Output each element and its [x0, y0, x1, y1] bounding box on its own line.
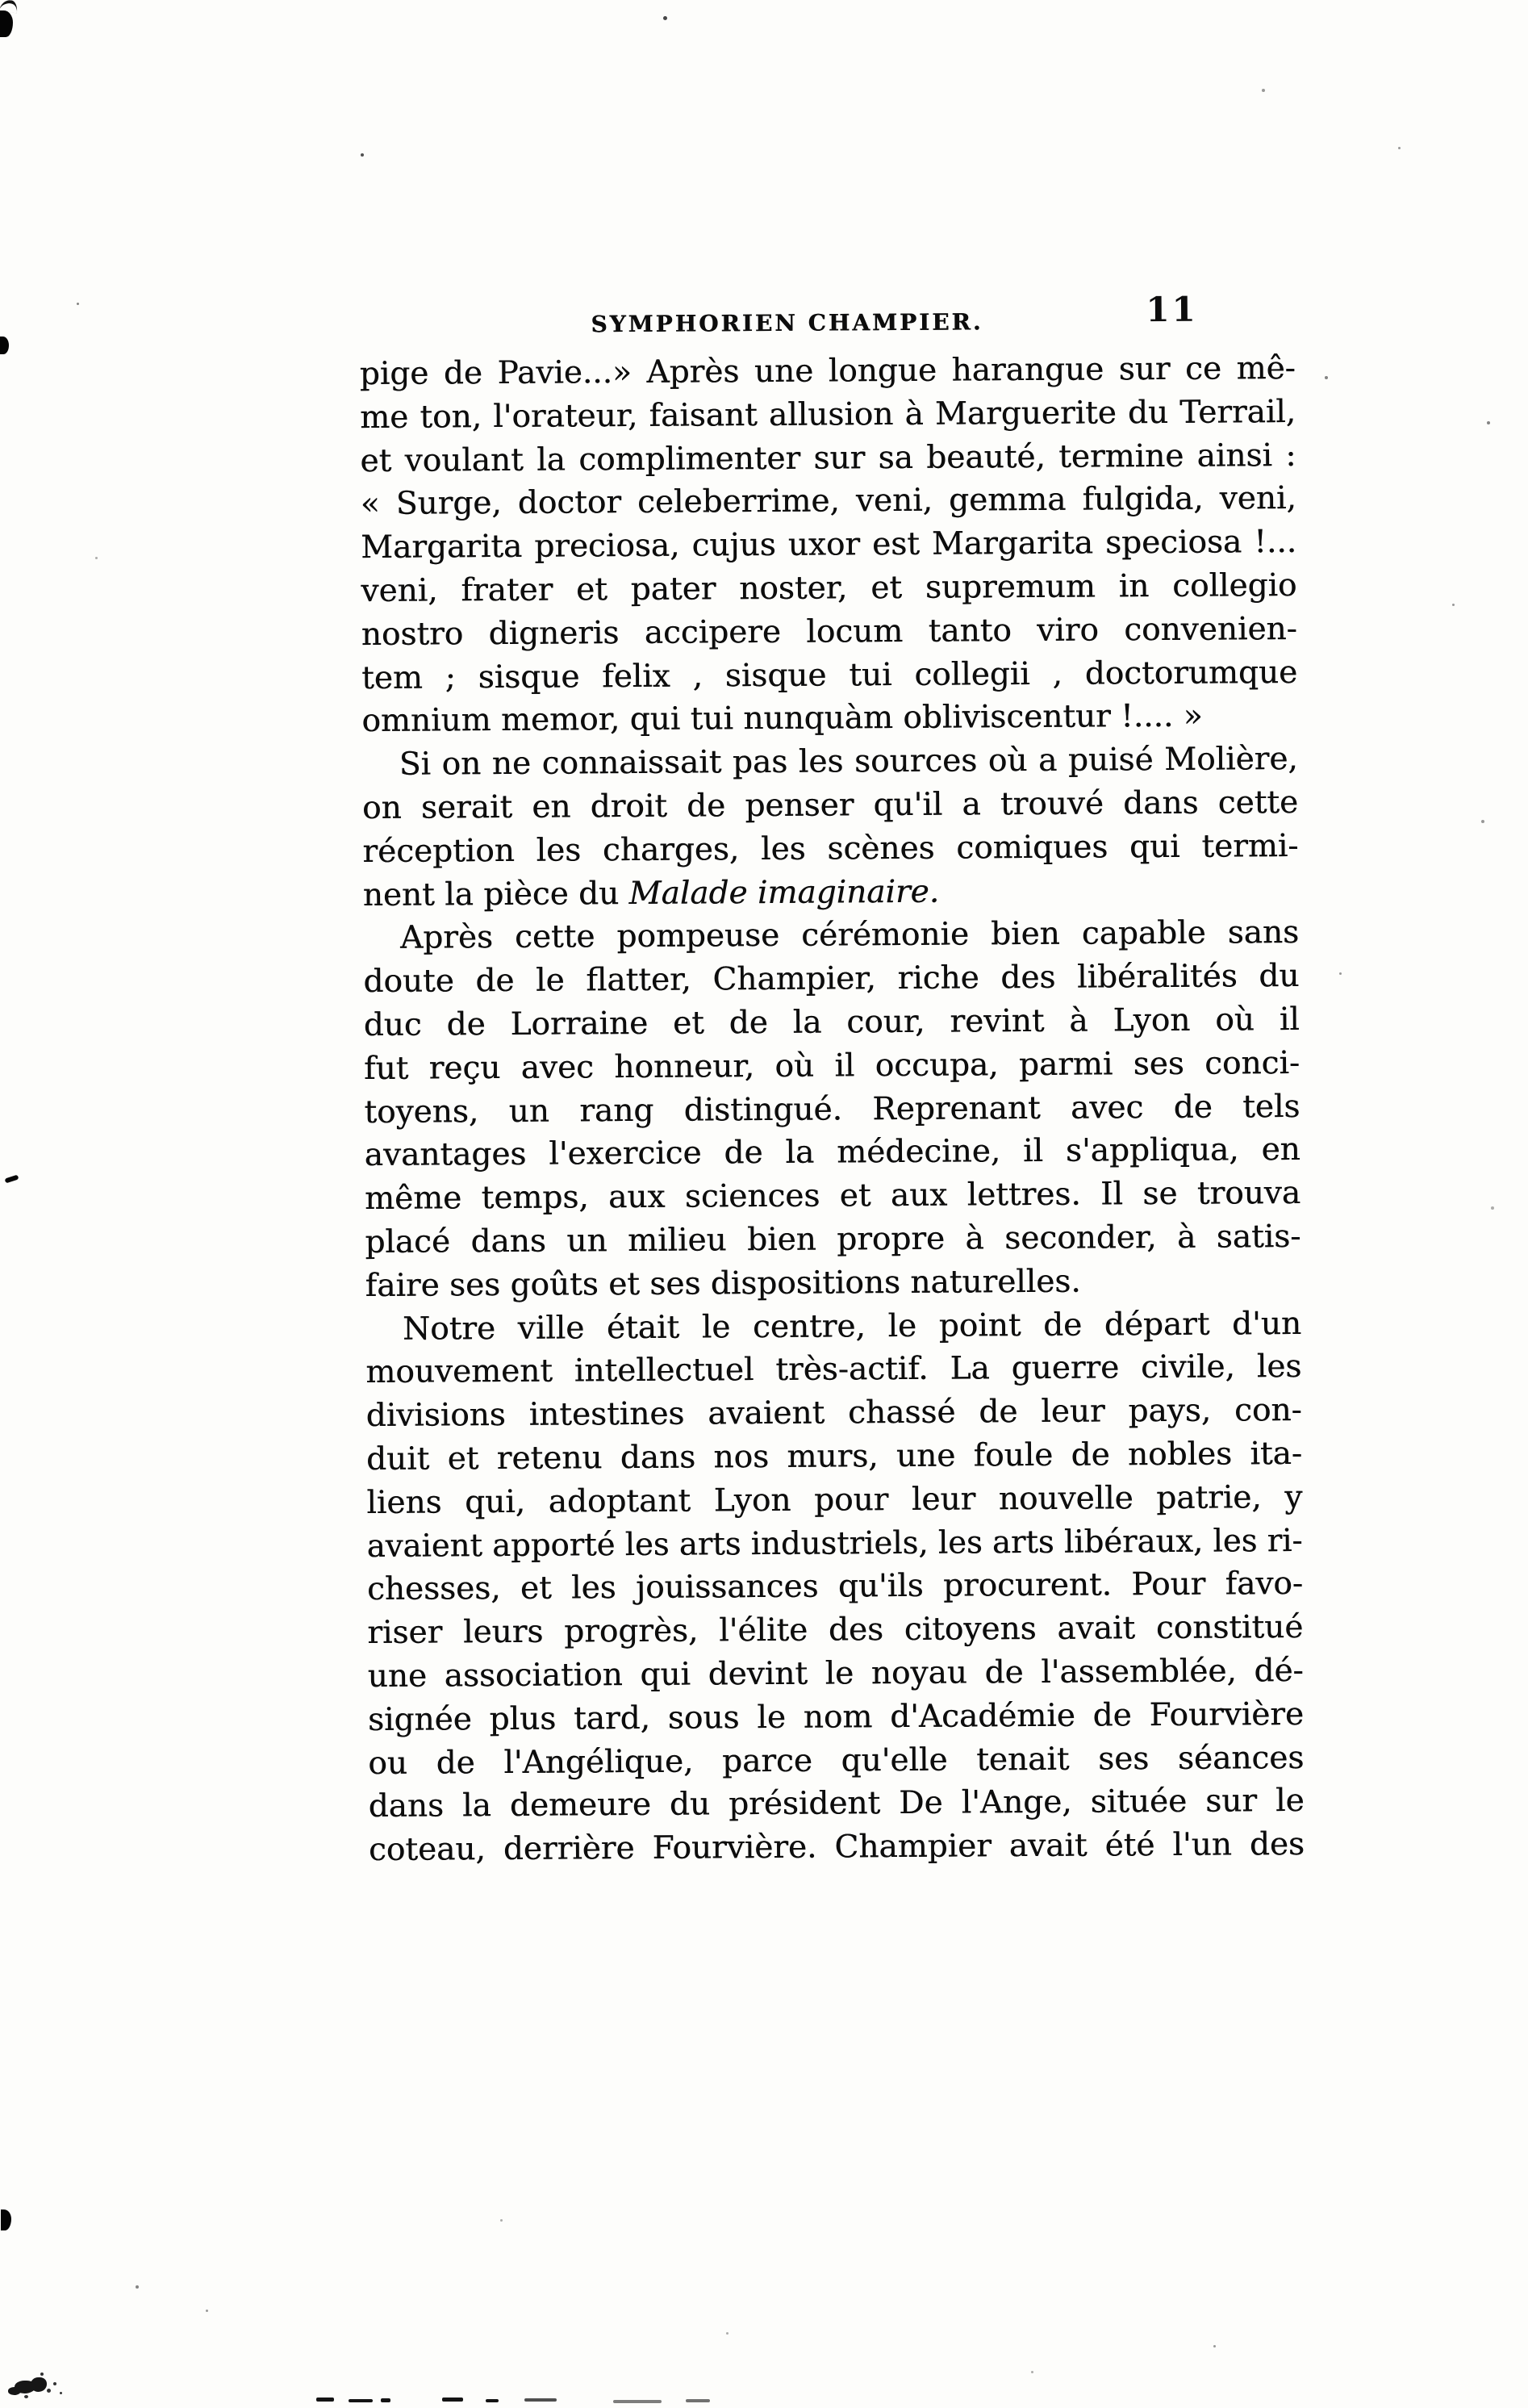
scan-speck	[1452, 604, 1455, 606]
line-segment: mouvement intellectuel très-actif. La guerre civile, les	[365, 1348, 1302, 1391]
scan-speck	[1262, 89, 1265, 92]
line-segment: signée plus tard, sous le nom d'Académie de Fourvière	[367, 1695, 1305, 1738]
text-line	[361, 477, 1296, 526]
line-segment: nostro digneris accipere locum tanto viro convenien-	[361, 610, 1297, 653]
text-line	[367, 1606, 1303, 1655]
text-block	[360, 347, 1305, 1872]
text-line-content	[360, 394, 1296, 436]
text-line	[369, 1823, 1305, 1872]
line-segment: fut reçu avec honneur, où il occupa, parmi ses conci-	[363, 1044, 1300, 1087]
line-segment: « Surge, doctor celeberrime, veni, gemma fulgida, veni,	[360, 480, 1296, 523]
text-line	[361, 608, 1297, 657]
scan-speck	[77, 303, 79, 305]
text-line-content	[367, 1566, 1303, 1607]
scan-speck	[40, 2372, 44, 2376]
scan-speck	[47, 2389, 51, 2393]
line-segment: avaient apporté les arts industriels, les arts libéraux, les ri-	[366, 1522, 1303, 1565]
text-line-content	[364, 1089, 1300, 1131]
text-line-content	[360, 350, 1296, 392]
line-segment: chesses, et les jouissances qu'ils procurent. Pour favo-	[366, 1566, 1304, 1608]
text-line	[366, 1476, 1302, 1525]
text-line-content	[361, 524, 1296, 566]
scan-speck	[136, 2285, 139, 2289]
scan-speck	[1398, 147, 1401, 149]
text-line-content	[360, 437, 1296, 479]
text-line-content	[361, 480, 1296, 522]
text-line	[365, 1172, 1300, 1221]
scan-speck	[24, 2395, 28, 2398]
text-line-content	[369, 1783, 1305, 1825]
line-segment: Margarita preciosa, cujus uxor est Margarita speciosa !...	[360, 524, 1297, 566]
text-line-content	[365, 1348, 1301, 1390]
italic-book-title: Malade imaginaire.	[628, 873, 940, 912]
text-line	[360, 391, 1296, 440]
line-segment: réception les charges, les scènes comiques qui termi-	[362, 827, 1299, 870]
text-line-content	[368, 1653, 1304, 1695]
scan-speck	[1031, 2371, 1033, 2373]
line-segment: on serait en droit de penser qu'il a trouvé dans cette	[361, 784, 1299, 827]
line-segment: Notre ville était le centre, le point de départ d'un	[402, 1305, 1302, 1348]
page-number: 11	[1146, 289, 1198, 330]
line-segment: veni, frater et pater noster, et supremum in collegio	[361, 566, 1297, 610]
text-line-content	[361, 654, 1297, 696]
line-segment: duc de Lorraine et de la cour, revint à Lyon où il	[363, 1001, 1300, 1044]
line-segment: ou de l'Angélique, parce qu'elle tenait ses séances	[368, 1739, 1305, 1782]
text-line	[368, 1649, 1304, 1699]
text-line-content	[399, 741, 1298, 783]
line-segment: coteau, derrière Fourvière. Champier avait été l'un des	[368, 1826, 1305, 1869]
text-line	[365, 1259, 1301, 1308]
text-line-content	[363, 958, 1299, 1000]
text-line-content	[365, 1263, 1081, 1303]
text-line-content	[364, 1001, 1300, 1043]
text-line	[365, 1302, 1301, 1351]
scan-artifact	[524, 2398, 557, 2402]
line-segment: tem ; sisque felix , sisque tui collegii , doctorumque	[361, 654, 1298, 696]
line-segment: duit et retenu dans nos murs, une foule de nobles ita-	[365, 1435, 1303, 1478]
text-line	[366, 1432, 1302, 1482]
text-line-content	[365, 1175, 1300, 1217]
scan-speck	[206, 2310, 208, 2312]
scan-speck	[1325, 376, 1328, 379]
text-line	[362, 781, 1298, 830]
line-segment: me ton, l'orateur, faisant allusion à Marguerite du Terrail,	[360, 393, 1296, 436]
text-line	[362, 825, 1298, 874]
scan-speck	[361, 153, 364, 157]
scan-speck	[53, 2382, 56, 2385]
text-line	[368, 1693, 1304, 1742]
text-line-content	[368, 1696, 1304, 1738]
text-line-content	[365, 1219, 1300, 1260]
text-line	[361, 520, 1296, 570]
text-line	[360, 347, 1296, 396]
text-line	[364, 1042, 1300, 1091]
text-line	[361, 651, 1297, 700]
scan-artifact	[486, 2399, 499, 2402]
scan-artifact	[349, 2399, 373, 2402]
text-line-content	[364, 1045, 1300, 1087]
line-segment: et voulant la complimenter sur sa beauté, termine ainsi :	[360, 437, 1296, 479]
text-line-content	[362, 828, 1298, 870]
text-line-content	[403, 1305, 1301, 1347]
text-line	[367, 1519, 1303, 1568]
line-segment: placé dans un milieu bien propre à seconder, à satis-	[365, 1218, 1301, 1260]
scan-speck	[1481, 820, 1484, 823]
scan-speck	[1487, 421, 1490, 424]
text-line-content	[365, 1131, 1300, 1173]
scan-artifact	[686, 2399, 710, 2402]
text-line	[363, 955, 1299, 1004]
scan-speck	[1213, 2345, 1216, 2347]
text-line	[367, 1562, 1303, 1612]
scan-speck	[1339, 972, 1342, 975]
line-segment: une association qui devint le noyau de l'assemblée, dé-	[367, 1652, 1304, 1695]
line-segment: toyens, un rang distingué. Reprenant avec de tels	[364, 1088, 1300, 1131]
scan-speck	[663, 16, 667, 20]
scan-speck	[95, 557, 98, 559]
text-line-content	[366, 1479, 1302, 1521]
line-segment: faire ses goûts et ses dispositions naturelles.	[365, 1263, 1081, 1304]
text-line-content	[367, 1519, 1303, 1568]
text-line	[362, 738, 1298, 787]
line-segment: pige de Pavie...» Après une longue harangue sur ce mê-	[359, 349, 1296, 393]
text-line	[365, 1215, 1300, 1265]
text-line	[368, 1736, 1304, 1785]
line-segment: doute de le flatter, Champier, riche des libéralités du	[363, 958, 1300, 1001]
text-line	[366, 1389, 1302, 1438]
line-segment: Si on ne connaissait pas les sources où a puisé Molière,	[399, 741, 1298, 783]
line-segment: divisions intestines avaient chassé de leur pays, con-	[365, 1392, 1302, 1435]
scan-speck	[726, 2332, 729, 2335]
text-line-content	[362, 784, 1298, 826]
text-line-content	[366, 1392, 1302, 1434]
text-line	[364, 998, 1300, 1047]
line-segment: liens qui, adoptant Lyon pour leur nouvelle patrie, y	[366, 1478, 1303, 1521]
line-segment: Après cette pompeuse cérémonie bien capable sans	[399, 914, 1300, 957]
scan-artifact	[1, 2209, 11, 2230]
scan-artifact	[0, 0, 19, 13]
text-line-content	[366, 1436, 1302, 1478]
text-line-content	[367, 1609, 1303, 1651]
text-line	[365, 1128, 1300, 1177]
text-line-content	[361, 611, 1297, 653]
line-segment: omnium memor, qui tui nunquàm obliviscentur !.... »	[361, 698, 1203, 740]
line-segment: dans la demeure du président De l'Ange, située sur le	[368, 1783, 1305, 1825]
line-segment: riser leurs progrès, l'élite des citoyens avait constitué	[367, 1609, 1304, 1652]
text-line	[363, 868, 1299, 918]
text-line-content	[369, 1826, 1305, 1868]
scan-artifact	[442, 2398, 463, 2402]
scan-speck	[60, 2392, 62, 2394]
line-segment: même temps, aux sciences et aux lettres. Il se trouva	[364, 1175, 1301, 1218]
text-line-content	[361, 698, 1202, 739]
text-line	[363, 911, 1299, 960]
line-segment: nent la pièce du	[362, 875, 629, 913]
running-title: SYMPHORIEN CHAMPIER.	[591, 308, 983, 338]
text-line	[364, 1085, 1300, 1135]
text-line	[361, 564, 1296, 613]
line-segment: avantages l'exercice de la médecine, il s'appliqua, en	[364, 1131, 1300, 1174]
text-line	[360, 434, 1296, 483]
scan-artifact	[316, 2398, 334, 2402]
text-line	[361, 694, 1297, 743]
text-line	[365, 1345, 1301, 1394]
scan-speck	[500, 2219, 503, 2222]
text-line-content	[363, 873, 940, 913]
scan-artifact	[613, 2400, 662, 2403]
text-line-content	[400, 914, 1299, 956]
scan-speck	[1491, 1206, 1494, 1210]
scan-artifact	[381, 2398, 390, 2402]
text-line	[369, 1779, 1305, 1829]
text-line-content	[361, 567, 1296, 609]
text-line-content	[368, 1739, 1304, 1781]
